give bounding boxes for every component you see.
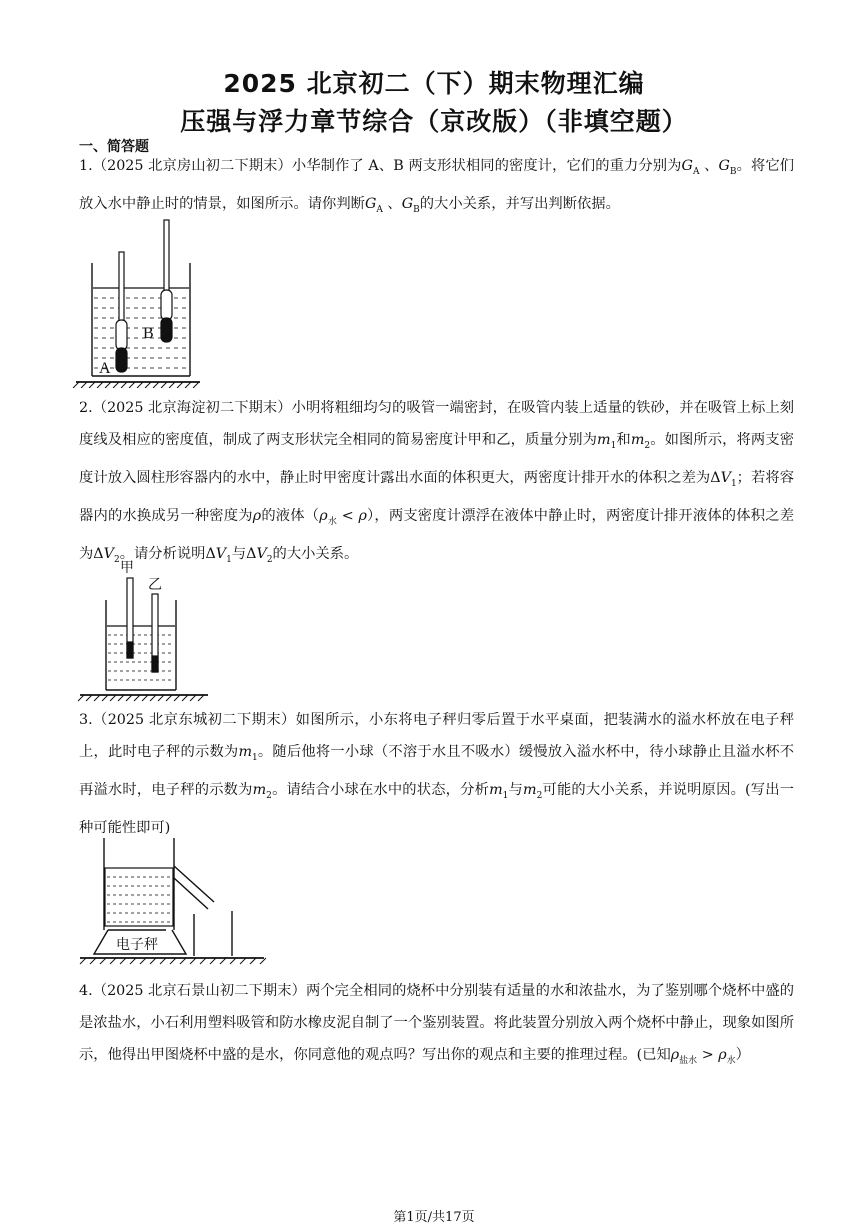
question-text: 的大小关系，并写出判断依据。: [419, 195, 620, 212]
figure-3-overflow-cup-scale: [76, 836, 271, 976]
question-1: 1.（2025 北京房山初二下期末）小华制作了 A、B 两支形状相同的密度计，它们的重力分别为$G_A$ 、$G_B$。将它们放入水中静止时的情景，如图所示。请你判断$G_A$ 、$G_B$的大小关系，并写出判断依据。: [79, 158, 795, 215]
section-heading: 一、简答题: [79, 139, 149, 155]
question-number: 3.: [79, 712, 93, 728]
straw-yi: [152, 594, 158, 672]
question-2: 2.（2025 北京海淀初二下期末）小明将粗细均匀的吸管一端密封，在吸管内装上适量的铁砂，并在吸管上标上刻度线及相应的密度值，制成了两支形状完全相同的简易密度计甲和乙，质量分别为$m_1$和$m_2$。如图所示，将两支密度计放入圆柱形容器内的水中，静止时甲密度计露出水面的体积更大，两密度计排开水的体积之差为$\Delta V_1$；若将容器内的水换成另一种密度为ρ的液体$(\rho_水 < \rho)$，两支密度计漂浮在液体中静止时，两密度计排开液体的体积之差为$\Delta V_2$。请分析说明$\Delta V_1$与$\Delta V_2$的大小关系。: [79, 400, 795, 565]
label-a: A: [99, 360, 111, 377]
figure-1-hydrometers: [72, 218, 207, 388]
question-text: 。如图所示，将两支密度计放入圆柱形容器内的水中，静止时甲密度计露出水面的体积更大，两密度计排开水的体积之差为: [79, 432, 795, 486]
scale-label: 电子秤: [116, 937, 158, 953]
question-source: （2025 北京东城初二下期末）: [92, 712, 296, 728]
question-text: 小华制作了 A、B 两支形状相同的密度计，它们的重力分别为: [291, 158, 682, 174]
question-number: 1.: [79, 158, 93, 174]
question-text: 可能的大小关系，并说明原因。(写出一种可能性即可): [79, 781, 795, 836]
question-text: 和: [616, 432, 631, 448]
label-yi: 乙: [148, 577, 162, 593]
question-text: 。请分析说明: [119, 545, 206, 562]
question-source: （2025 北京海淀初二下期末）: [92, 400, 292, 416]
question-number: 4.: [79, 983, 93, 999]
straw-jia: [127, 578, 133, 658]
question-text: ）: [735, 1047, 750, 1063]
question-text: 与: [231, 545, 247, 562]
hydrometer-a: [116, 252, 127, 372]
question-4: 4.（2025 北京石景山初二下期末）两个完全相同的烧杯中分别装有适量的水和浓盐水，为了鉴别哪个烧杯中盛的是浓盐水，小石利用塑料吸管和防水橡皮泥自制了一个鉴别装置。将此装置分别放入两个烧杯中静止，现象如图所示，他得出甲图烧杯中盛的是水，你同意他的观点吗？写出你的观点和主要的推理过程。(已知$\rho_{盐水} > \rho_水$）: [79, 983, 794, 1066]
question-number: 2.: [79, 400, 93, 416]
question-text: ；若将容器内的水换成另一种密度为: [79, 469, 795, 524]
question-text: 。随后他将一小球（不溶于水且不吸水）缓慢放入溢水杯中，待小球静止且溢水杯不再溢水时，电子秤的示数为: [79, 744, 795, 798]
question-text: 与: [508, 781, 524, 798]
question-source: （2025 北京房山初二下期末）: [92, 158, 292, 174]
label-jia: 甲: [120, 560, 134, 576]
question-text: 的液体（: [261, 507, 320, 524]
label-b: B: [143, 325, 154, 342]
question-text: 的大小关系。: [272, 545, 359, 562]
question-text: 小明将粗细均匀的吸管一端密封，在吸管内装上适量的铁砂，并在吸管上标上刻度线及相应的密度值，制成了两支形状完全相同的简易密度计甲和乙，质量分别为: [79, 400, 795, 448]
document-title-line-2: 压强与浮力章节综合（京改版）（非填空题）: [180, 107, 688, 136]
question-text: 如图所示，小东将电子秤归零后置于水平桌面，把装满水的溢水杯放在电子秤上，此时电子秤的示数为: [79, 712, 794, 760]
question-3: 3.（2025 北京东城初二下期末）如图所示，小东将电子秤归零后置于水平桌面，把装满水的溢水杯放在电子秤上，此时电子秤的示数为$m_1$。随后他将一小球（不溶于水且不吸水）缓慢放入溢水杯中，待小球静止且溢水杯不再溢水时，电子秤的示数为$m_2$。请结合小球在水中的状态，分析$m_1$与$m_2$可能的大小关系，并说明原因。(写出一种可能性即可): [79, 712, 795, 836]
figure-2-straw-hydrometers: [76, 556, 212, 702]
question-text: 。将它们放入水中静止时的情景，如图所示。请你判断: [79, 158, 795, 212]
document-title-line-1: 2025 北京初二（下）期末物理汇编: [223, 69, 645, 98]
question-source: （2025 北京石景山初二下期末）: [92, 983, 306, 999]
hydrometer-b: [161, 220, 172, 342]
question-text: 。请结合小球在水中的状态，分析: [271, 781, 490, 798]
question-text: ），两支密度计漂浮在液体中静止时，两密度计排开液体的体积之差为: [79, 507, 795, 562]
page-footer: 第1页/共17页: [393, 1210, 475, 1225]
question-text: 两个完全相同的烧杯中分别装有适量的水和浓盐水，为了鉴别哪个烧杯中盛的是浓盐水，小石利用塑料吸管和防水橡皮泥自制了一个鉴别装置。将此装置分别放入两个烧杯中静止，现象如图所示，他得出甲图烧杯中盛的是水，你同意他的观点吗？写出你的观点和主要的推理过程。(已知: [79, 983, 794, 1063]
